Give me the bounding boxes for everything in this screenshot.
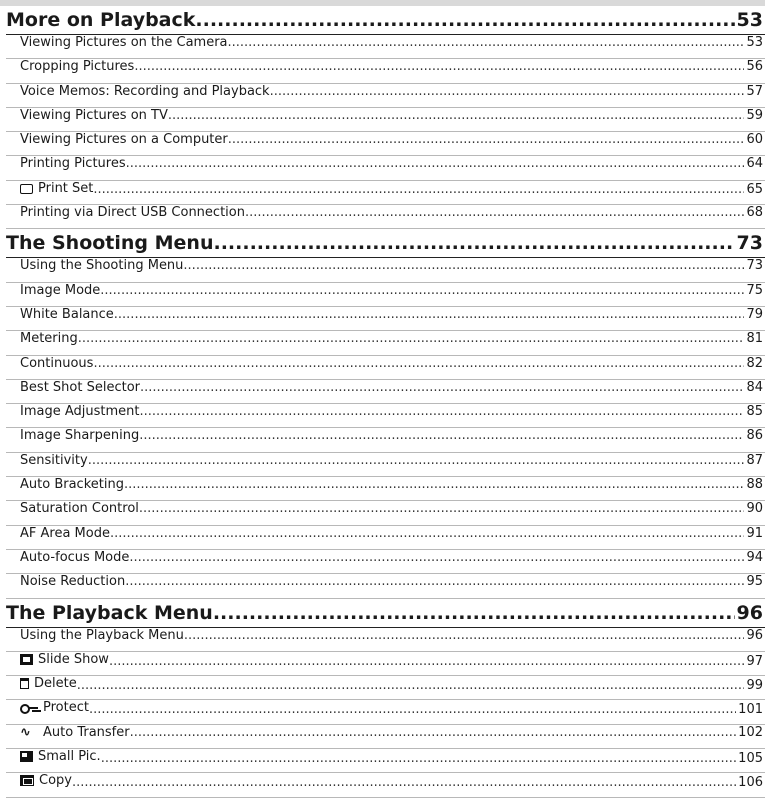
entry-title-wrap	[20, 428, 139, 443]
dot-leader	[100, 283, 744, 298]
toc-entry[interactable]	[6, 652, 765, 676]
dot-leader	[139, 501, 745, 516]
entry-page-number: 73	[746, 258, 763, 274]
dot-leader	[183, 258, 744, 273]
dot-leader	[213, 602, 735, 624]
dot-leader	[134, 59, 744, 74]
dot-leader	[228, 132, 745, 147]
dot-leader	[140, 380, 744, 395]
entry-page-number: 91	[746, 525, 763, 541]
entry-page-number: 75	[746, 282, 763, 298]
entry-title-wrap	[20, 453, 88, 468]
toc-entry[interactable]	[6, 156, 765, 180]
entry-title-wrap	[20, 205, 245, 220]
toc-entry[interactable]	[6, 35, 765, 59]
toc-entry[interactable]	[6, 453, 765, 477]
section-heading[interactable]	[6, 6, 765, 35]
toc-entry[interactable]	[6, 700, 765, 724]
entry-title: Viewing Pictures on the Camera	[20, 35, 228, 50]
entry-page-number: 84	[746, 379, 763, 395]
dot-leader	[93, 182, 744, 197]
entry-title-wrap	[20, 307, 114, 322]
dot-leader	[124, 477, 744, 492]
entry-title: Image Mode	[20, 282, 101, 298]
entry-page-number: 79	[746, 306, 763, 322]
section-title: More on Playback	[6, 9, 196, 31]
entry-title-wrap	[20, 652, 109, 667]
dot-leader	[214, 232, 735, 254]
entry-title: White Balance	[20, 306, 114, 322]
entry-title-wrap	[20, 35, 228, 50]
entry-page-number: 53	[746, 35, 763, 50]
toc-entry[interactable]	[6, 526, 765, 550]
dot-leader	[72, 775, 736, 790]
dot-leader	[168, 108, 745, 123]
entry-page-number: 99	[746, 678, 763, 694]
entry-title: Using the Playback Menu	[20, 627, 184, 643]
entry-title-wrap	[20, 258, 183, 273]
entry-page-number: 87	[746, 452, 763, 468]
entry-title-wrap	[20, 501, 139, 516]
entry-title-wrap	[20, 700, 89, 715]
entry-title: Voice Memos: Recording and Playback	[20, 83, 270, 99]
dot-leader	[77, 678, 745, 693]
entry-title: Noise Reduction	[20, 574, 126, 590]
toc-entry[interactable]	[6, 749, 765, 773]
entry-title-wrap	[20, 108, 168, 123]
toc-entry[interactable]	[6, 108, 765, 132]
entry-page-number: 60	[746, 132, 763, 148]
entry-title-wrap	[20, 380, 140, 395]
dot-leader	[130, 725, 737, 740]
toc-section	[6, 599, 765, 798]
entry-title: Best Shot Selector	[20, 379, 140, 395]
entry-page-number: 86	[746, 428, 763, 444]
entry-page-number: 59	[746, 107, 763, 123]
entry-title: Protect	[43, 700, 89, 716]
entry-page-number: 96	[746, 627, 763, 643]
section-title: The Playback Menu	[6, 601, 213, 624]
dot-leader	[110, 526, 744, 541]
entry-page-number: 68	[746, 205, 763, 221]
entry-title-wrap	[20, 526, 110, 541]
entry-page-number: 56	[746, 59, 763, 75]
entry-title: Slide Show	[38, 651, 109, 667]
entry-title: Sensitivity	[20, 452, 88, 468]
toc-entry[interactable]	[6, 676, 765, 700]
section-page-number: 53	[736, 9, 763, 31]
entry-title: Viewing Pictures on a Computer	[20, 132, 228, 148]
dot-leader	[125, 574, 744, 589]
entry-title-wrap	[20, 181, 93, 196]
entry-page-number: 105	[738, 751, 763, 767]
entry-page-number: 57	[746, 83, 763, 99]
slide-show-icon	[20, 654, 33, 665]
section-title: The Shooting Menu	[6, 232, 214, 255]
entry-title-wrap	[20, 477, 124, 492]
entry-page-number: 64	[746, 156, 763, 172]
section-page-number: 96	[736, 601, 763, 624]
dot-leader	[245, 205, 744, 220]
entry-title-wrap	[20, 676, 77, 691]
entry-title: Delete	[34, 676, 77, 692]
entry-page-number: 90	[746, 501, 763, 517]
entry-title: Metering	[20, 331, 78, 347]
print-set-icon	[20, 184, 33, 194]
entry-title-wrap	[20, 331, 78, 346]
dot-leader	[139, 428, 744, 443]
toc-section	[6, 6, 765, 229]
dot-leader	[139, 404, 744, 419]
dot-leader	[88, 453, 745, 468]
entry-title-wrap	[20, 84, 270, 99]
entry-title-wrap	[20, 550, 129, 565]
dot-leader	[184, 628, 745, 643]
entry-title-wrap	[20, 749, 101, 764]
entry-title-wrap	[20, 574, 125, 589]
entry-title: Auto Transfer	[43, 725, 130, 741]
toc-entry[interactable]	[6, 356, 765, 380]
entry-title-wrap	[20, 283, 100, 298]
toc-entry[interactable]	[6, 550, 765, 574]
toc-entry[interactable]	[6, 773, 765, 797]
entry-title-wrap	[20, 773, 72, 788]
entry-title: Continuous	[20, 355, 94, 371]
entry-title: Cropping Pictures	[20, 59, 135, 75]
toc-entry[interactable]	[6, 84, 765, 108]
entry-page-number: 95	[746, 574, 763, 590]
entry-title-wrap	[20, 404, 139, 419]
dot-leader	[129, 550, 744, 565]
entry-title: AF Area Mode	[20, 525, 110, 541]
entry-page-number: 101	[738, 701, 763, 717]
entry-title-wrap	[20, 628, 184, 643]
toc-entry[interactable]	[6, 477, 765, 501]
entry-page-number: 106	[738, 775, 763, 791]
toc-entry[interactable]	[6, 307, 765, 331]
dot-leader	[126, 156, 745, 171]
entry-page-number: 94	[746, 549, 763, 565]
entry-title: Auto Bracketing	[20, 477, 124, 493]
toc-entry[interactable]	[6, 59, 765, 83]
toc-entry[interactable]	[6, 181, 765, 205]
toc-entry[interactable]	[6, 404, 765, 428]
entry-title: Printing via Direct USB Connection	[20, 205, 245, 221]
toc-entry[interactable]	[6, 132, 765, 156]
dot-leader	[195, 9, 734, 31]
entry-title: Print Set	[38, 180, 94, 196]
dot-leader	[114, 307, 745, 322]
entry-title: Printing Pictures	[20, 156, 126, 172]
entry-page-number: 88	[746, 477, 763, 493]
trash-icon	[20, 678, 29, 689]
dot-leader	[101, 751, 736, 766]
entry-title: Image Sharpening	[20, 428, 140, 444]
entry-page-number: 81	[746, 331, 763, 347]
entry-title: Saturation Control	[20, 501, 139, 517]
copy-icon	[20, 775, 34, 786]
toc-section	[6, 229, 765, 598]
entry-title: Auto-focus Mode	[20, 549, 130, 565]
toc-entry[interactable]	[6, 283, 765, 307]
toc-entry[interactable]	[6, 331, 765, 355]
toc-entry[interactable]	[6, 258, 765, 282]
toc-entry[interactable]	[6, 428, 765, 452]
dot-leader	[93, 356, 744, 371]
entry-title: Copy	[39, 773, 72, 789]
dot-leader	[78, 331, 745, 346]
entry-title: Viewing Pictures on TV	[20, 107, 168, 123]
dot-leader	[89, 702, 736, 717]
entry-page-number: 65	[746, 182, 763, 198]
entry-title-wrap	[20, 356, 93, 371]
section-heading[interactable]	[6, 599, 765, 628]
section-page-number: 73	[736, 232, 763, 255]
table-of-contents	[6, 6, 765, 798]
entry-title-wrap	[20, 59, 134, 74]
entry-title: Small Pic.	[38, 749, 101, 765]
section-heading[interactable]	[6, 229, 765, 258]
dot-leader	[270, 84, 745, 99]
entry-page-number: 85	[746, 404, 763, 420]
toc-entry[interactable]	[6, 380, 765, 404]
small-pic-icon	[20, 751, 33, 762]
dot-leader	[228, 35, 745, 50]
entry-title: Image Adjustment	[20, 404, 140, 420]
dot-leader	[109, 654, 745, 669]
toc-entry[interactable]	[6, 205, 765, 229]
entry-title-wrap	[20, 132, 228, 147]
entry-page-number: 97	[746, 653, 763, 669]
entry-title-wrap	[20, 725, 130, 740]
toc-entry[interactable]	[6, 501, 765, 525]
transfer-icon: ∿	[20, 724, 31, 740]
entry-page-number: 102	[738, 724, 763, 740]
toc-entry[interactable]	[6, 725, 765, 749]
toc-entry[interactable]	[6, 628, 765, 652]
toc-entry[interactable]	[6, 574, 765, 598]
entry-page-number: 82	[746, 355, 763, 371]
entry-title: Using the Shooting Menu	[20, 258, 184, 274]
key-icon	[20, 703, 38, 713]
entry-title-wrap	[20, 156, 126, 171]
